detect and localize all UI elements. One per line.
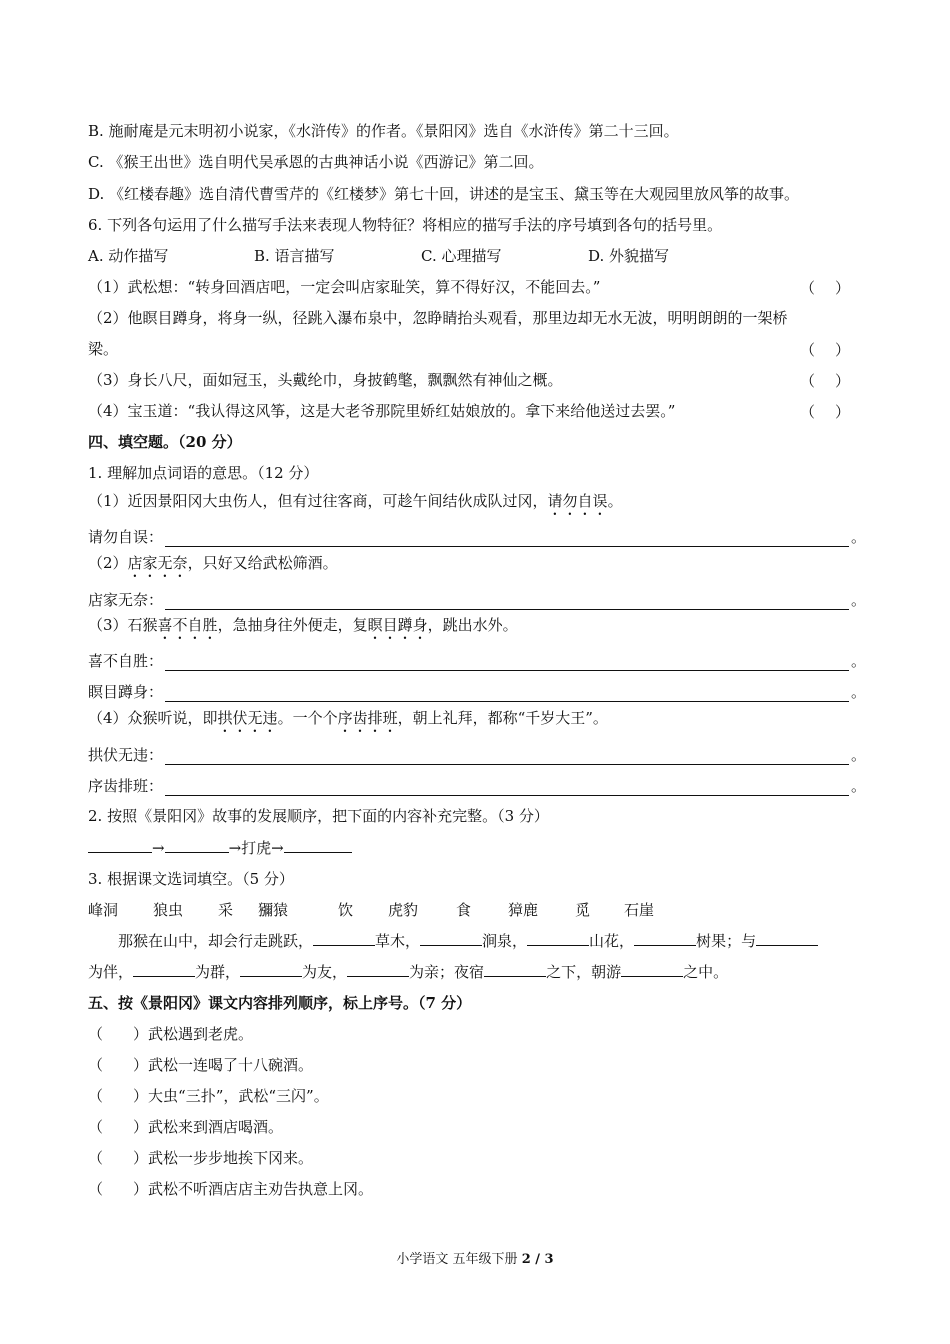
answer-paren-3[interactable]: （ ） [800,372,850,390]
q6-item-2-cont: 梁。 [88,340,119,358]
sequence-blank-2[interactable] [165,838,229,853]
section5-title: 五、按《景阳冈》课文内容排列顺序，标上序号。（7 分） [88,994,472,1012]
word: 饮 [338,901,354,919]
word: 觅 [575,901,591,919]
answer-line[interactable] [165,595,849,610]
section4-title: 四、填空题。（20 分） [88,433,242,451]
answer-line[interactable] [165,532,849,547]
answer-row-3[interactable]: 喜不自胜： 。 [88,652,866,670]
word: 獐鹿 [508,901,539,919]
q6-option-a: A. 动作描写 [88,247,169,265]
word: 虎豹 [388,901,419,919]
dotted-word: 瞑目蹲身 [367,616,428,634]
dotted-word: 请勿自误 [547,492,608,510]
word: 采 [218,901,234,919]
answer-row-1[interactable]: 请勿自误： 。 [88,528,866,546]
dotted-word: 拱伏无违 [217,709,278,727]
s4-sentence-1: （1）近因景阳冈大虫伤人，但有过往客商，可趁午间结伙成队过冈，请勿自误。 [88,492,623,510]
answer-row-5[interactable]: 拱伏无违： 。 [88,746,866,764]
answer-row-6[interactable]: 序齿排班： 。 [88,777,866,795]
order-item[interactable]: （ ）武松不听酒店店主劝告执意上冈。 [88,1180,374,1198]
answer-line[interactable] [165,656,849,671]
fill-blank[interactable] [634,931,696,946]
option-b: B. 施耐庵是元末明初小说家，《水浒传》的作者。《景阳冈》选自《水浒传》第二十三回。 [88,122,679,140]
order-item[interactable]: （ ）武松来到酒店喝酒。 [88,1118,284,1136]
s4-sentence-3: （3）石猴喜不自胜，急抽身往外便走，复瞑目蹲身，跳出水外。 [88,616,518,634]
dotted-word: 店家无奈 [127,554,188,572]
answer-line[interactable] [165,687,849,702]
fill-blank[interactable] [133,962,195,977]
fill-blank[interactable] [313,931,375,946]
word: 峰洞 [88,901,119,919]
fill-blank[interactable] [420,931,482,946]
sequence-blank-1[interactable] [88,838,152,853]
dotted-word: 喜不自胜 [157,616,218,634]
answer-paren-2[interactable]: （ ） [800,341,850,359]
order-item[interactable]: （ ）武松一连喝了十八碗酒。 [88,1056,314,1074]
page-footer: 小学语文 五年级下册 2 / 3 [396,1252,554,1267]
q6-option-b: B. 语言描写 [254,247,335,265]
page-number: 2 / 3 [521,1252,554,1267]
q3-passage-line-1: 那猴在山中，却会行走跳跃， 草木， 涧泉， 山花， 树果；与 [118,931,818,951]
q6-item-3: （3）身长八尺，面如冠玉，头戴纶巾，身披鹤氅，飘飘然有神仙之概。 [88,371,563,389]
q6-item-1: （1）武松想：“转身回酒店吧，一定会叫店家耻笑，算不得好汉，不能回去。” [88,278,601,296]
fill-blank[interactable] [484,962,546,977]
fill-blank[interactable] [621,962,683,977]
q6-option-c: C. 心理描写 [421,247,502,265]
q6-option-d: D. 外貌描写 [588,247,670,265]
s4-q3-title: 3. 根据课文选词填空。（5 分） [88,870,294,888]
order-item[interactable]: （ ）大虫“三扑”，武松“三闪”。 [88,1087,329,1105]
s4-sentence-2: （2）店家无奈，只好又给武松筛酒。 [88,554,338,572]
word: 獼猿 [258,901,289,919]
answer-row-2[interactable]: 店家无奈： 。 [88,591,866,609]
word: 狼虫 [153,901,184,919]
answer-row-4[interactable]: 瞑目蹲身： 。 [88,683,866,701]
s4-q2-sequence: → →打虎→ [88,838,352,858]
option-d: D. 《红楼春趣》选自清代曹雪芹的《红楼梦》第七十回，讲述的是宝玉、黛玉等在大观园里放风筝的故事。 [88,185,800,203]
q6-item-2: （2）他瞑目蹲身，将身一纵，径跳入瀑布泉中，忽睁睛抬头观看，那里边却无水无波，明明朗朗的一架桥 [88,309,788,327]
option-c: C. 《猴王出世》选自明代吴承恩的古典神话小说《西游记》第二回。 [88,153,544,171]
dotted-word: 序齿排班 [337,709,398,727]
word: 石崖 [624,901,655,919]
s4-sentence-4: （4）众猴听说，即拱伏无违。一个个序齿排班，朝上礼拜，都称“千岁大王”。 [88,709,608,727]
answer-paren-4[interactable]: （ ） [800,403,850,421]
order-item[interactable]: （ ）武松遇到老虎。 [88,1025,254,1043]
s4-q2-title: 2. 按照《景阳冈》故事的发展顺序，把下面的内容补充完整。（3 分） [88,807,549,825]
answer-paren-1[interactable]: （ ） [800,279,850,297]
q3-passage-line-2: 为伴， 为群， 为友， 为亲；夜宿 之下，朝游 之中。 [88,963,729,981]
word: 食 [456,901,472,919]
q6-item-4: （4）宝玉道：“我认得这风筝，这是大老爷那院里娇红姑娘放的。拿下来给他送过去罢。” [88,402,676,420]
order-item[interactable]: （ ）武松一步步地挨下冈来。 [88,1149,314,1167]
q6-title: 6. 下列各句运用了什么描写手法来表现人物特征？将相应的描写手法的序号填到各句的括号里。 [88,216,723,234]
fill-blank[interactable] [527,931,589,946]
fill-blank[interactable] [240,962,302,977]
sequence-blank-3[interactable] [284,838,352,853]
s4-q1-title: 1. 理解加点词语的意思。（12 分） [88,464,319,482]
answer-line[interactable] [165,781,849,796]
fill-blank[interactable] [347,962,409,977]
answer-line[interactable] [165,750,849,765]
fill-blank[interactable] [756,931,818,946]
